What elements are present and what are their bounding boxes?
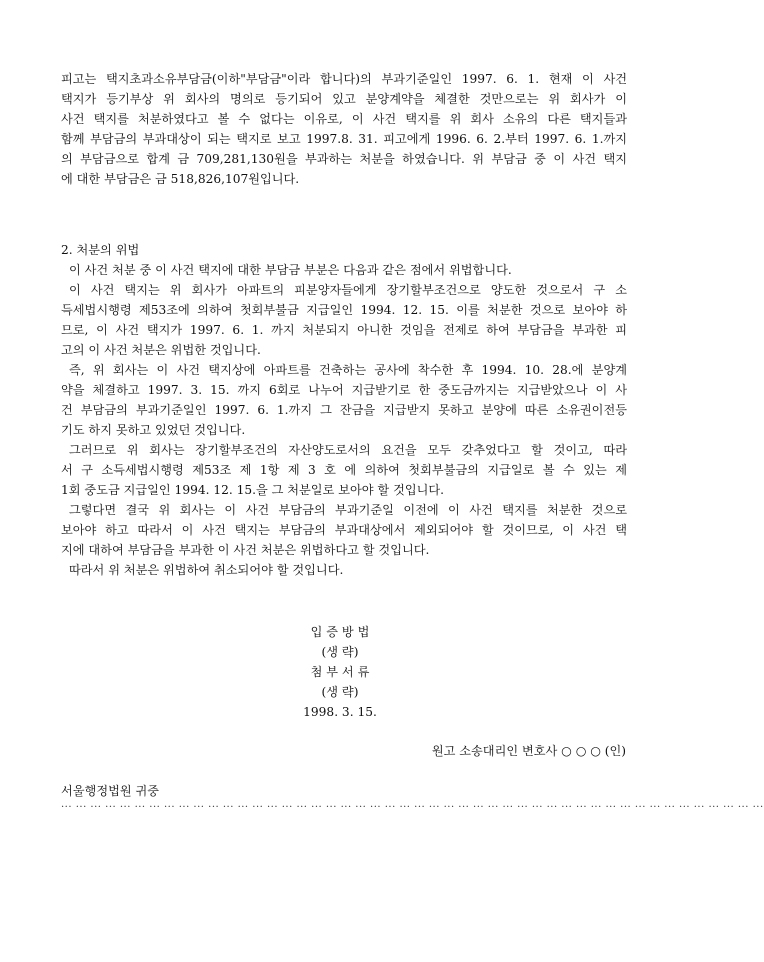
court-addressee: 서울행정법원 귀중 bbox=[61, 784, 160, 798]
evidence-note: (생 략) bbox=[321, 645, 359, 659]
text-line: 피고는 택지초과소유부담금(이하"부담금"이라 합니다)의 부과기준일인 1997. 6. 1. 현재 이 사건 bbox=[61, 72, 627, 86]
text-line: 서 구 소득세법시행령 제53조 제 1항 제 3 호 에 의하여 첫회부불금의 지급일로 볼 수 있는 제 bbox=[61, 463, 627, 477]
text-line: 이 사건 처분 중 이 사건 택지에 대한 부담금 부분은 다음과 같은 점에서 위법합니다. bbox=[69, 263, 512, 277]
document-date: 1998. 3. 15. bbox=[303, 705, 377, 719]
text-line: 약을 체결하고 1997. 3. 15. 까지 6회로 나누어 지급받기로 한 중도금까지는 지급받았으나 이 사 bbox=[61, 383, 627, 397]
dotted-separator: ... ... ... ... ... ... ... ... ... ... ... ... ... ... ... ... ... ... ... ... ... ... ... ... ... ... ... ... ... ... ... ... ... ... ... ... ... ... ... ... ... ... ... ... ... ... ... ... bbox=[61, 799, 764, 810]
text-line: 에 대한 부담금은 금 518,826,107원입니다. bbox=[61, 172, 300, 186]
section-heading: 2. 처분의 위법 bbox=[61, 243, 140, 257]
text-line: 고의 이 사건 처분은 위법한 것입니다. bbox=[61, 343, 261, 357]
text-line: 그렇다면 결국 위 회사는 이 사건 부담금의 부과기준일 이전에 이 사건 택지를 처분한 것으로 bbox=[69, 503, 627, 517]
paragraph-4 bbox=[61, 440, 627, 500]
paragraph-2 bbox=[61, 280, 627, 360]
signature-line: 원고 소송대리인 변호사 ○ ○ ○ (인) bbox=[431, 744, 626, 758]
attachments-note: (생 략) bbox=[321, 685, 359, 699]
text-line: 따라서 위 처분은 위법하여 취소되어야 할 것입니다. bbox=[69, 563, 344, 577]
text-line: 보아야 하고 따라서 이 사건 택지는 부담금의 부과대상에서 제외되어야 할 것이므로, 이 사건 택 bbox=[61, 523, 627, 537]
text-line: 건 부담금의 부과기준일인 1997. 6. 1.까지 그 잔금을 지급받지 못하고 분양에 따른 소유권이전등 bbox=[61, 403, 627, 417]
text-line: 의 부담금으로 합계 금 709,281,130원을 부과하는 처분을 하였습니다. 위 부담금 중 이 사건 택지 bbox=[61, 152, 627, 166]
paragraph-6 bbox=[61, 560, 627, 580]
paragraph-1 bbox=[61, 260, 627, 280]
text-line: 사건 택지를 처분하였다고 볼 수 없다는 이유로, 이 사건 택지를 위 회사 소유의 다른 택지들과 bbox=[61, 112, 627, 126]
text-line: 함께 부담금의 부과대상이 되는 택지로 보고 1997.8. 31. 피고에게 1996. 6. 2.부터 1997. 6. 1.까지 bbox=[61, 132, 627, 146]
attachments-title: 첨 부 서 류 bbox=[310, 665, 370, 679]
intro-paragraph bbox=[61, 69, 627, 189]
text-line: 이 사건 택지는 위 회사가 아파트의 피분양자들에게 장기할부조건으로 양도한 것으로서 구 소 bbox=[69, 283, 627, 297]
text-line: 므로, 이 사건 택지가 1997. 6. 1. 까지 처분되지 아니한 것임을 전제로 하여 부담금을 부과한 피 bbox=[61, 323, 627, 337]
text-line: 즉, 위 회사는 이 사건 택지상에 아파트를 건축하는 공사에 착수한 후 1994. 10. 28.에 분양계 bbox=[69, 363, 627, 377]
text-line: 택지가 등기부상 위 회사의 명의로 등기되어 있고 분양계약을 체결한 것만으로는 위 회사가 이 bbox=[61, 92, 627, 106]
text-line: 1회 중도금 지급일인 1994. 12. 15.을 그 처분일로 보아야 할 것입니다. bbox=[61, 483, 445, 497]
text-line: 득세법시행령 제53조에 의하여 첫회부불금 지급일인 1994. 12. 15. 이를 처분한 것으로 보아야 하 bbox=[61, 303, 627, 317]
text-line: 그러므로 위 회사는 장기할부조건의 자산양도로서의 요건을 모두 갖추었다고 할 것이고, 따라 bbox=[69, 443, 627, 457]
text-line: 기도 하지 못하고 있었던 것입니다. bbox=[61, 423, 246, 437]
paragraph-3 bbox=[61, 360, 627, 440]
text-line: 지에 대하여 부담금을 부과한 이 사건 처분은 위법하다고 할 것입니다. bbox=[61, 543, 430, 557]
paragraph-5 bbox=[61, 500, 627, 560]
evidence-title: 입 증 방 법 bbox=[310, 625, 370, 639]
